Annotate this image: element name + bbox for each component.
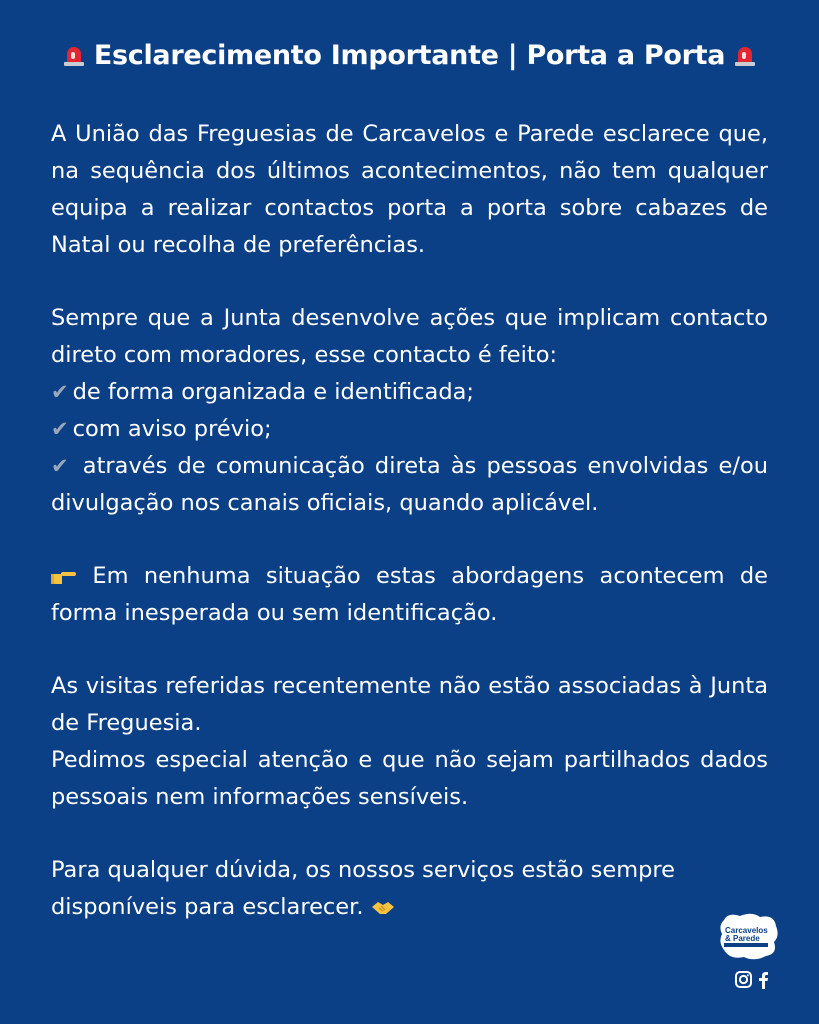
checklist-item: ✔ através de comunicação direta às pessoas envolvidas e/ou divulgação nos canais oficiais, quando aplicável. [51,453,768,516]
checklist-item: ✔ com aviso prévio; [51,416,272,442]
announcement-body [51,116,768,962]
parish-logo [718,912,780,962]
paragraph-no-surprise: Em nenhuma situação estas abordagens acontecem de forma inesperada ou sem identificação. [51,563,769,626]
visits-not-associated: As visitas referidas recentemente não estão associadas à Junta de Freguesia. [51,673,768,736]
title-text: Esclarecimento Importante | Porta a Porta [93,40,726,71]
paragraph-contact-rules [51,300,768,522]
handshake-icon [371,899,395,917]
siren-icon [734,43,756,67]
paragraph-warning [51,668,768,816]
siren-icon [63,43,85,67]
social-icons [735,970,771,990]
logo-line-1: Carcavelos [725,926,768,935]
logo-line-2: & Parede [725,934,760,943]
instagram-icon[interactable] [736,972,751,987]
facebook-icon[interactable] [759,972,768,989]
page-title [0,40,819,71]
paragraph-contact: Para qualquer dúvida, os nossos serviços estão sempre disponíveis para esclarecer. [51,857,675,920]
contact-rules-intro: Sempre que a Junta desenvolve ações que implicam contacto direto com moradores, esse contacto é feito: [51,305,768,368]
check-mark-icon: ✔ [51,454,69,478]
check-mark-icon: ✔ [51,380,69,404]
data-protection-notice: Pedimos especial atenção e que não sejam partilhados dados pessoais nem informações sensíveis. [51,747,768,810]
checklist-item: ✔ de forma organizada e identificada; [51,379,474,405]
paragraph-intro: A União das Freguesias de Carcavelos e Parede esclarece que, na sequência dos últimos acontecimentos, não tem qualquer equipa a realizar contactos porta a porta sobre cabazes de Natal ou recolha de preferências. [51,121,768,258]
check-mark-icon: ✔ [51,417,69,441]
pointing-hand-icon [51,568,77,586]
